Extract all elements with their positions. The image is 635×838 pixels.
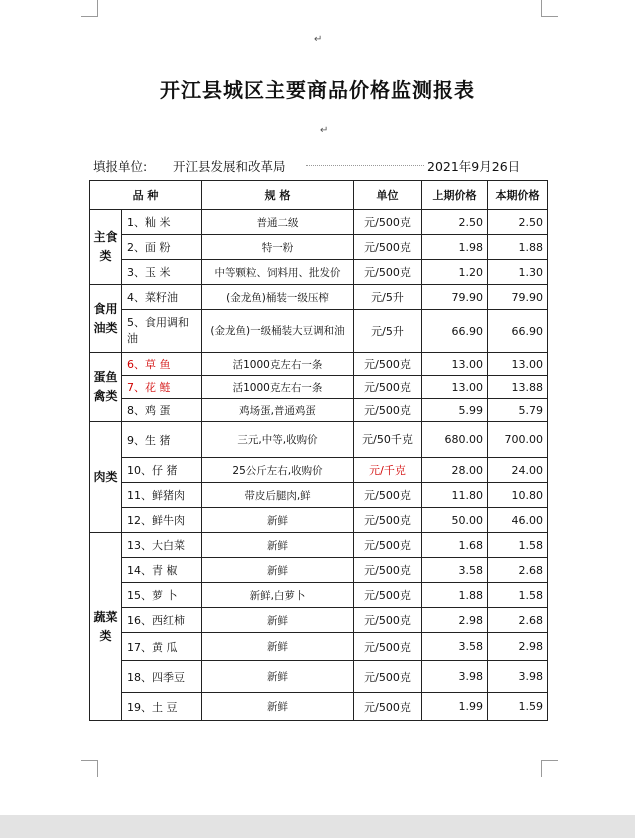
item-name-cell <box>122 693 202 721</box>
prev-price-cell: 13.00 <box>422 376 488 399</box>
unit-cell: 元/500克 <box>354 260 422 285</box>
spec-cell: 三元,中等,收购价 <box>202 422 354 458</box>
item-name: 生 猪 <box>145 433 171 447</box>
table-row <box>90 260 548 285</box>
spec-cell: 活1000克左右一条 <box>202 353 354 376</box>
curr-price-cell: 1.30 <box>488 260 548 285</box>
unit-cell: 元/500克 <box>354 483 422 508</box>
curr-price-cell: 2.98 <box>488 633 548 661</box>
page-corner-mark <box>541 760 558 777</box>
item-number: 13、 <box>127 539 152 552</box>
curr-price-cell: 2.68 <box>488 558 548 583</box>
unit-cell: 元/500克 <box>354 533 422 558</box>
curr-price-cell: 13.88 <box>488 376 548 399</box>
item-name: 青 椒 <box>152 564 178 577</box>
unit-cell: 元/500克 <box>354 583 422 608</box>
unit-cell: 元/500克 <box>354 608 422 633</box>
spec-cell: 新鲜 <box>202 558 354 583</box>
table-row <box>90 661 548 693</box>
table-row <box>90 376 548 399</box>
table-row <box>90 533 548 558</box>
item-name: 鸡 蛋 <box>145 404 171 417</box>
item-name: 鲜牛肉 <box>152 514 185 527</box>
item-name-cell <box>122 422 202 458</box>
item-number: 8、 <box>127 404 145 417</box>
unit-cell: 元/500克 <box>354 558 422 583</box>
item-name-cell <box>122 353 202 376</box>
category-cell: 食用油类 <box>90 285 122 353</box>
header-spec: 规 格 <box>202 181 354 210</box>
curr-price-cell: 46.00 <box>488 508 548 533</box>
paragraph-mark: ↵ <box>320 125 329 136</box>
item-number: 3、 <box>127 266 145 279</box>
item-name: 食用调和油 <box>127 316 189 345</box>
item-name-cell <box>122 483 202 508</box>
filler-label: 填报单位: <box>93 159 148 174</box>
item-name-cell <box>122 558 202 583</box>
table-row <box>90 235 548 260</box>
spec-cell: 新鲜 <box>202 661 354 693</box>
unit-cell: 元/500克 <box>354 693 422 721</box>
prev-price-cell: 79.90 <box>422 285 488 310</box>
canvas-background <box>0 815 635 838</box>
header-prev-price: 上期价格 <box>422 181 488 210</box>
item-number: 15、 <box>127 589 152 602</box>
item-name-cell <box>122 608 202 633</box>
curr-price-cell: 2.50 <box>488 210 548 235</box>
prev-price-cell: 2.98 <box>422 608 488 633</box>
prev-price-cell: 1.68 <box>422 533 488 558</box>
item-name-cell <box>122 661 202 693</box>
item-name-cell <box>122 533 202 558</box>
item-name-cell <box>122 285 202 310</box>
spec-cell: (金龙鱼)一级桶装大豆调和油 <box>202 310 354 353</box>
item-number: 1、 <box>127 216 145 229</box>
item-number: 17、 <box>127 640 152 654</box>
spec-cell: 普通二级 <box>202 210 354 235</box>
item-number: 19、 <box>127 700 152 714</box>
item-number: 11、 <box>127 489 152 502</box>
table-row <box>90 210 548 235</box>
item-number: 10、 <box>127 464 152 477</box>
table-row <box>90 693 548 721</box>
item-name-cell <box>122 310 202 353</box>
spec-cell: 中等颗粒、饲料用、批发价 <box>202 260 354 285</box>
item-name-cell <box>122 376 202 399</box>
item-number: 16、 <box>127 614 152 627</box>
prev-price-cell: 1.20 <box>422 260 488 285</box>
item-name-cell <box>122 633 202 661</box>
item-name: 籼 米 <box>145 216 171 229</box>
curr-price-cell: 10.80 <box>488 483 548 508</box>
category-cell: 主食类 <box>90 210 122 285</box>
unit-cell: 元/500克 <box>354 508 422 533</box>
item-name-cell <box>122 508 202 533</box>
item-number: 14、 <box>127 564 152 577</box>
item-name: 大白菜 <box>152 539 185 552</box>
prev-price-cell: 50.00 <box>422 508 488 533</box>
header-item: 品 种 <box>90 181 202 210</box>
table-row <box>90 608 548 633</box>
spec-cell: 新鲜 <box>202 608 354 633</box>
item-number: 6、 <box>127 358 145 371</box>
item-name: 西红柿 <box>152 614 185 627</box>
category-cell: 蔬菜类 <box>90 533 122 721</box>
unit-cell: 元/5升 <box>354 285 422 310</box>
item-name: 花 鲢 <box>145 381 171 394</box>
unit-cell: 元/500克 <box>354 399 422 422</box>
item-name: 菜籽油 <box>145 291 178 304</box>
prev-price-cell: 13.00 <box>422 353 488 376</box>
item-name: 萝 卜 <box>152 589 178 602</box>
item-name-cell <box>122 399 202 422</box>
page-corner-mark <box>541 0 558 17</box>
item-name-cell <box>122 260 202 285</box>
item-name-cell <box>122 458 202 483</box>
curr-price-cell: 1.58 <box>488 533 548 558</box>
dotted-leader <box>306 165 424 166</box>
prev-price-cell: 11.80 <box>422 483 488 508</box>
prev-price-cell: 5.99 <box>422 399 488 422</box>
item-name: 面 粉 <box>145 241 171 254</box>
curr-price-cell: 66.90 <box>488 310 548 353</box>
item-name-cell <box>122 210 202 235</box>
category-cell: 蛋鱼禽类 <box>90 353 122 422</box>
header-curr-price: 本期价格 <box>488 181 548 210</box>
table-row <box>90 483 548 508</box>
prev-price-cell: 2.50 <box>422 210 488 235</box>
unit-cell: 元/500克 <box>354 235 422 260</box>
spec-cell: 鸡场蛋,普通鸡蛋 <box>202 399 354 422</box>
paragraph-mark: ↵ <box>314 34 323 45</box>
table-row <box>90 310 548 353</box>
curr-price-cell: 5.79 <box>488 399 548 422</box>
spec-cell: 活1000克左右一条 <box>202 376 354 399</box>
prev-price-cell: 1.98 <box>422 235 488 260</box>
item-name: 四季豆 <box>152 670 185 684</box>
item-number: 2、 <box>127 241 145 254</box>
curr-price-cell: 13.00 <box>488 353 548 376</box>
table-header-row <box>90 181 548 210</box>
spec-cell: (金龙鱼)桶装一级压榨 <box>202 285 354 310</box>
unit-cell: 元/500克 <box>354 353 422 376</box>
table-row <box>90 458 548 483</box>
item-number: 7、 <box>127 381 145 394</box>
item-name: 玉 米 <box>145 266 171 279</box>
item-name: 草 鱼 <box>145 358 171 371</box>
price-table <box>89 180 548 721</box>
curr-price-cell: 79.90 <box>488 285 548 310</box>
spec-cell: 带皮后腿肉,鲜 <box>202 483 354 508</box>
unit-cell: 元/500克 <box>354 633 422 661</box>
curr-price-cell: 700.00 <box>488 422 548 458</box>
curr-price-cell: 1.59 <box>488 693 548 721</box>
spec-cell: 新鲜,白萝卜 <box>202 583 354 608</box>
unit-cell: 元/50千克 <box>354 422 422 458</box>
spec-cell: 特一粉 <box>202 235 354 260</box>
table-row <box>90 422 548 458</box>
report-date: 2021年9月26日 <box>427 159 521 174</box>
unit-cell: 元/千克 <box>354 458 422 483</box>
prev-price-cell: 1.99 <box>422 693 488 721</box>
page-title: 开江县城区主要商品价格监测报表 <box>160 78 475 102</box>
prev-price-cell: 3.58 <box>422 558 488 583</box>
table-row <box>90 558 548 583</box>
curr-price-cell: 1.88 <box>488 235 548 260</box>
spec-cell: 新鲜 <box>202 508 354 533</box>
prev-price-cell: 28.00 <box>422 458 488 483</box>
table-row <box>90 583 548 608</box>
curr-price-cell: 1.58 <box>488 583 548 608</box>
table-row <box>90 508 548 533</box>
curr-price-cell: 3.98 <box>488 661 548 693</box>
filler-org: 开江县发展和改革局 <box>173 159 286 174</box>
table-row <box>90 285 548 310</box>
category-cell: 肉类 <box>90 422 122 533</box>
item-number: 9、 <box>127 433 145 447</box>
prev-price-cell: 1.88 <box>422 583 488 608</box>
table-row <box>90 399 548 422</box>
spec-cell: 新鲜 <box>202 693 354 721</box>
item-name-cell <box>122 583 202 608</box>
item-number: 18、 <box>127 670 152 684</box>
item-name: 黄 瓜 <box>152 640 178 654</box>
curr-price-cell: 2.68 <box>488 608 548 633</box>
item-name: 鲜猪肉 <box>152 489 185 502</box>
prev-price-cell: 3.58 <box>422 633 488 661</box>
page-corner-mark <box>81 0 98 17</box>
item-number: 5、 <box>127 316 145 329</box>
item-name: 仔 猪 <box>152 464 178 477</box>
unit-cell: 元/500克 <box>354 376 422 399</box>
table-row <box>90 353 548 376</box>
unit-cell: 元/500克 <box>354 210 422 235</box>
prev-price-cell: 680.00 <box>422 422 488 458</box>
unit-cell: 元/500克 <box>354 661 422 693</box>
unit-cell: 元/5升 <box>354 310 422 353</box>
item-number: 4、 <box>127 291 145 304</box>
prev-price-cell: 3.98 <box>422 661 488 693</box>
item-number: 12、 <box>127 514 152 527</box>
curr-price-cell: 24.00 <box>488 458 548 483</box>
spec-cell: 新鲜 <box>202 533 354 558</box>
item-name-cell <box>122 235 202 260</box>
header-unit: 单位 <box>354 181 422 210</box>
spec-cell: 25公斤左右,收购价 <box>202 458 354 483</box>
page-corner-mark <box>81 760 98 777</box>
table-row <box>90 633 548 661</box>
spec-cell: 新鲜 <box>202 633 354 661</box>
prev-price-cell: 66.90 <box>422 310 488 353</box>
item-name: 土 豆 <box>152 700 178 714</box>
